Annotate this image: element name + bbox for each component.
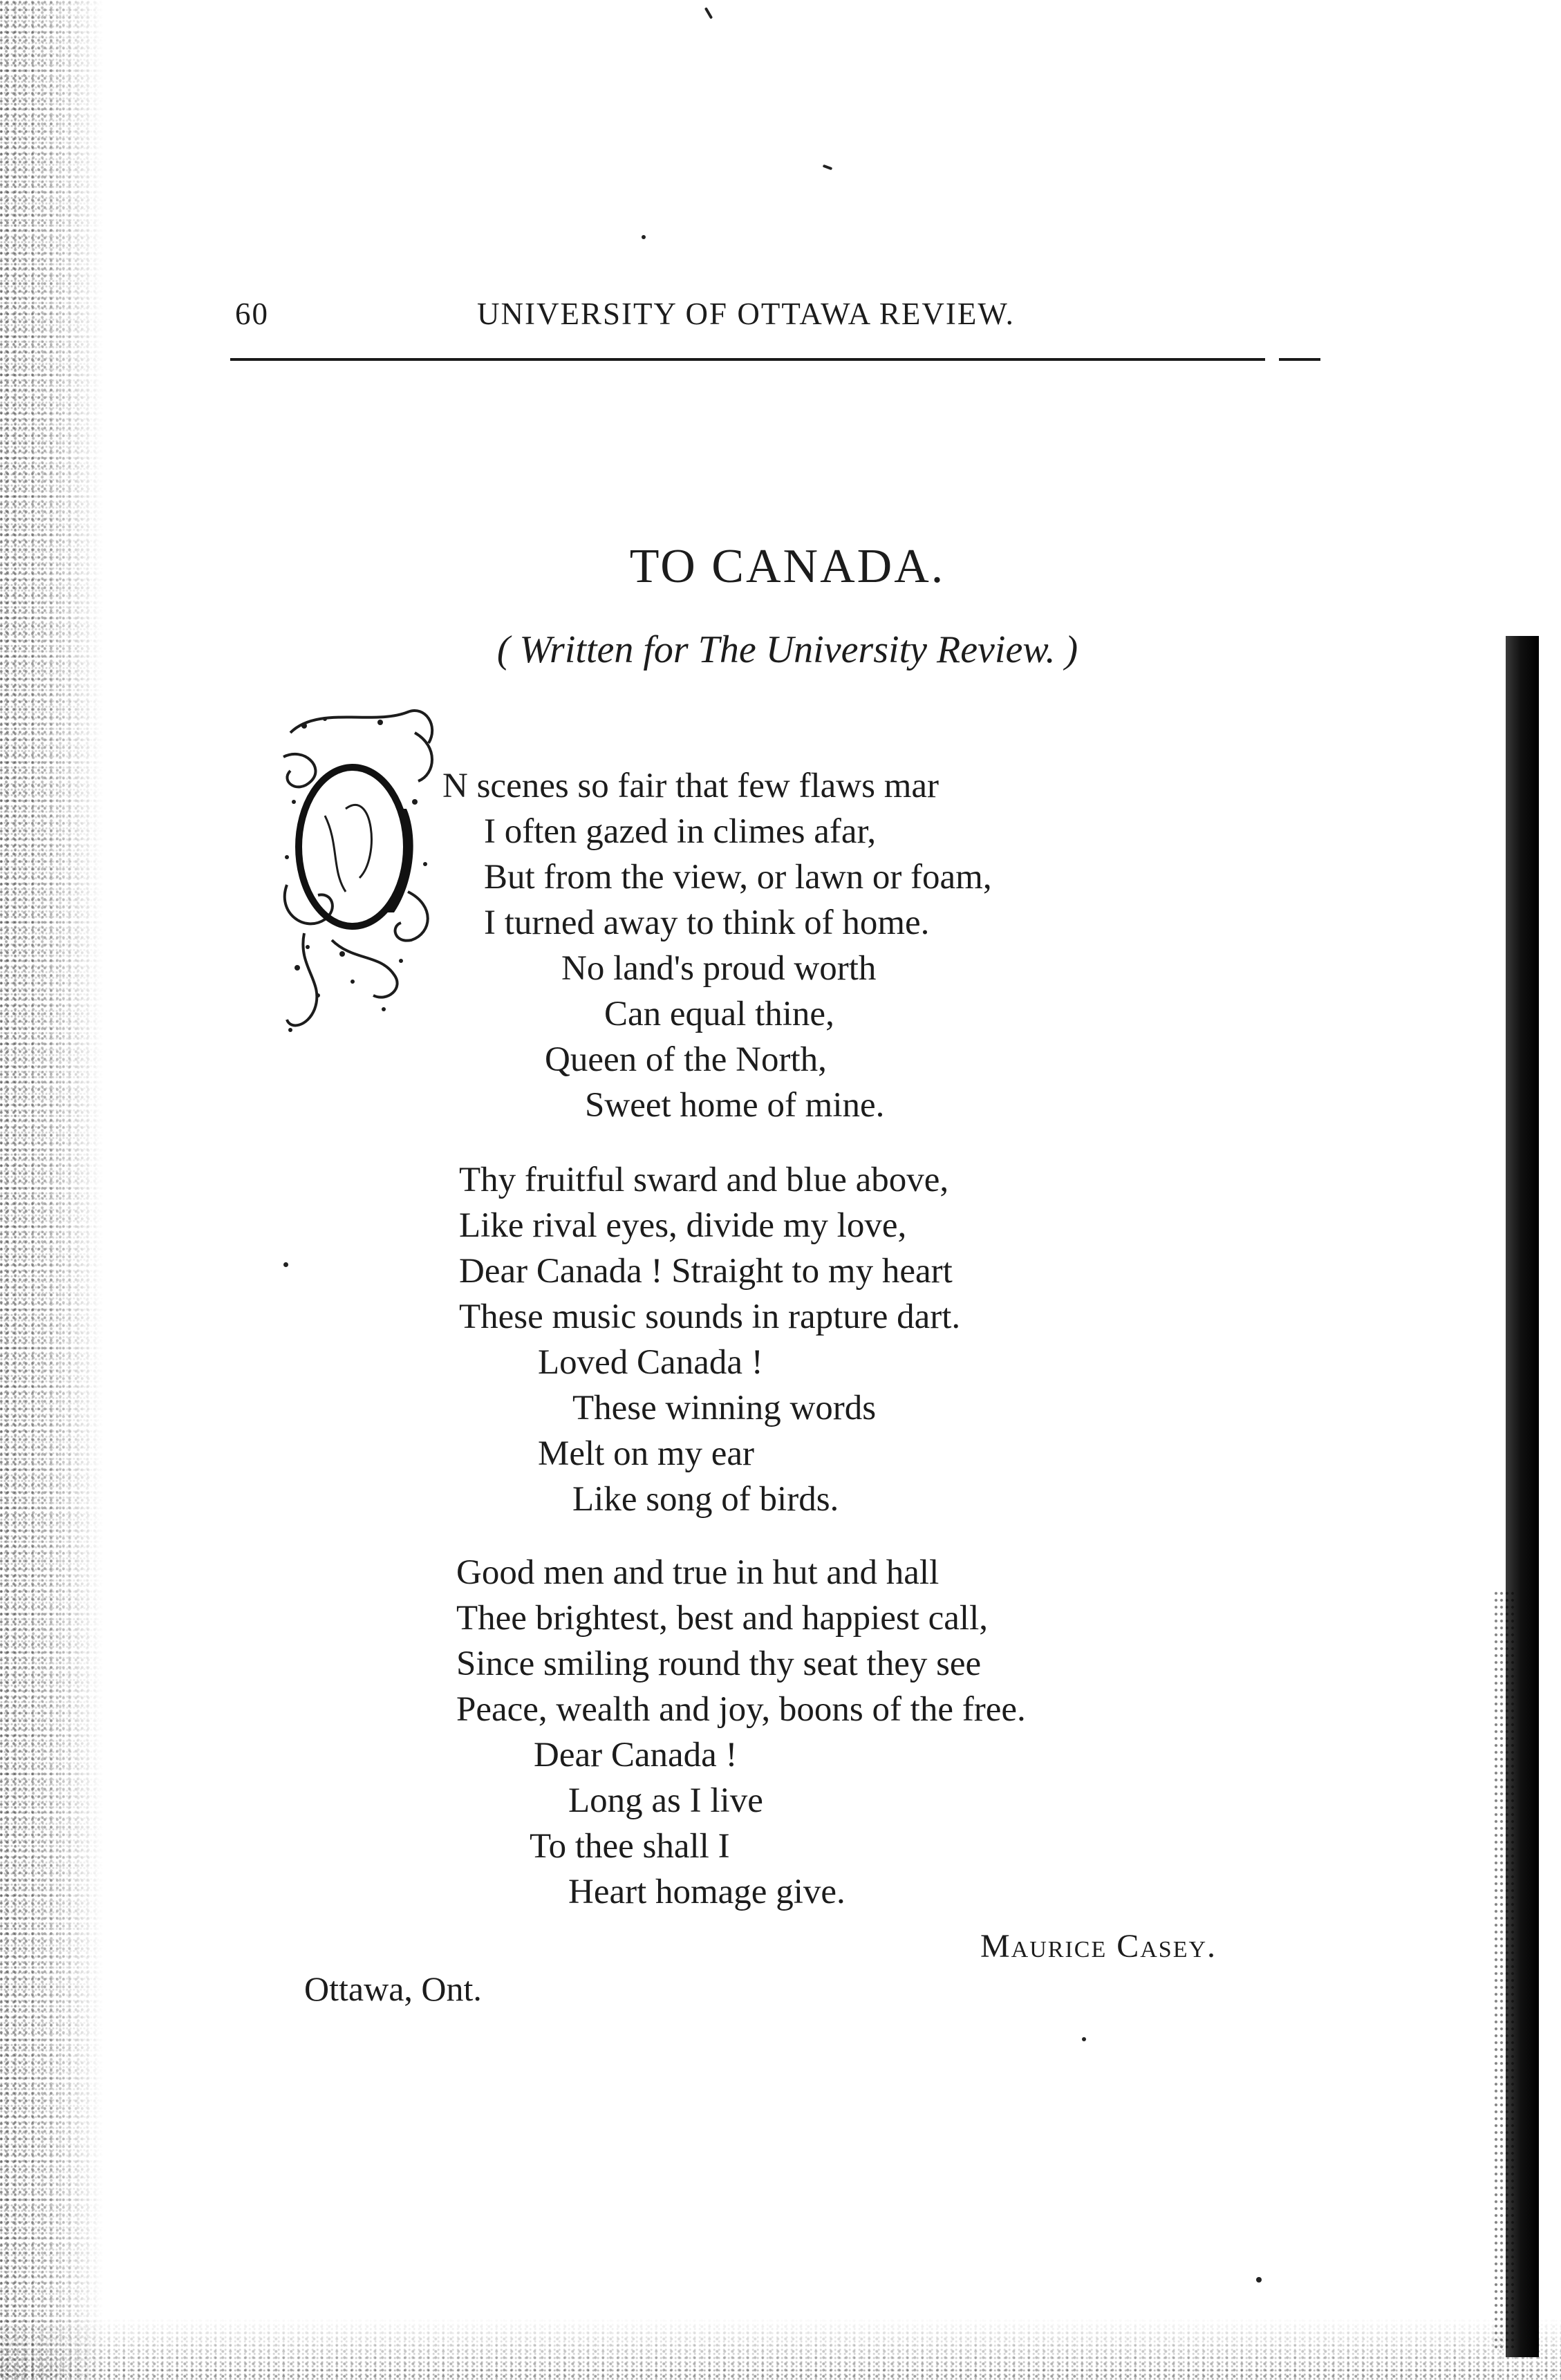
poem-line: Peace, wealth and joy, boons of the free. — [456, 1690, 1026, 1729]
poem-line: These music sounds in rapture dart. — [459, 1297, 961, 1336]
poem-line: Heart homage give. — [568, 1873, 845, 1911]
header-rule-stub — [1279, 358, 1320, 361]
poem-line: Like rival eyes, divide my love, — [459, 1206, 907, 1245]
poem-line: Dear Canada ! Straight to my heart — [459, 1252, 953, 1291]
scan-edge-left — [0, 0, 104, 2380]
flourish-vine — [332, 940, 398, 997]
poem-line: Since smiling round thy seat they see — [456, 1645, 982, 1683]
poem-line: Sweet home of mine. — [585, 1086, 885, 1125]
scan-speck — [704, 7, 713, 19]
flourish-tail — [287, 933, 317, 1025]
poem-line: Loved Canada ! — [538, 1343, 763, 1382]
scan-edge-right-speckle — [1493, 1590, 1514, 2350]
scan-edge-bottom — [0, 2318, 1561, 2380]
header-rule — [230, 358, 1265, 361]
poem-line: Melt on my ear — [538, 1434, 754, 1473]
page-number: 60 — [235, 297, 269, 331]
poem-line: I often gazed in climes afar, — [484, 812, 877, 851]
poem-line: Good men and true in hut and hall — [456, 1553, 940, 1592]
poem-line: Thee brightest, best and happiest call, — [456, 1599, 989, 1638]
poem-line: But from the view, or lawn or foam, — [484, 858, 992, 897]
scan-speck — [1082, 2037, 1086, 2041]
poem-line: These winning words — [572, 1389, 877, 1427]
poem-line: No land's proud worth — [561, 949, 877, 988]
ornamental-drop-cap — [277, 705, 442, 1037]
poem-line: Queen of the North, — [545, 1040, 827, 1079]
poem-line: Dear Canada ! — [534, 1736, 738, 1774]
journal-title: UNIVERSITY OF OTTAWA REVIEW. — [477, 297, 1015, 331]
poem-line: Can equal thine, — [604, 995, 834, 1033]
author-signature: Maurice Casey. — [980, 1928, 1217, 1965]
poem-line: Thy fruitful sward and blue above, — [459, 1161, 949, 1199]
poem-line: I turned away to think of home. — [484, 903, 930, 942]
scan-speck — [823, 165, 833, 171]
flourish-top — [290, 711, 432, 743]
poem-line: Like song of birds. — [572, 1480, 839, 1519]
poem-line: N scenes so fair that few flaws mar — [442, 767, 939, 805]
scan-speck — [283, 1262, 288, 1267]
scan-speck — [1256, 2277, 1262, 2283]
poem-subtitle: ( Written for The University Review. ) — [496, 628, 1078, 671]
poem-line: To thee shall I — [530, 1827, 730, 1866]
poem-line: Long as I live — [568, 1781, 763, 1820]
running-head — [228, 296, 1320, 344]
place-line: Ottawa, Ont. — [304, 1969, 482, 2008]
poem-title: TO CANADA. — [629, 540, 946, 593]
scan-speck — [642, 235, 646, 239]
